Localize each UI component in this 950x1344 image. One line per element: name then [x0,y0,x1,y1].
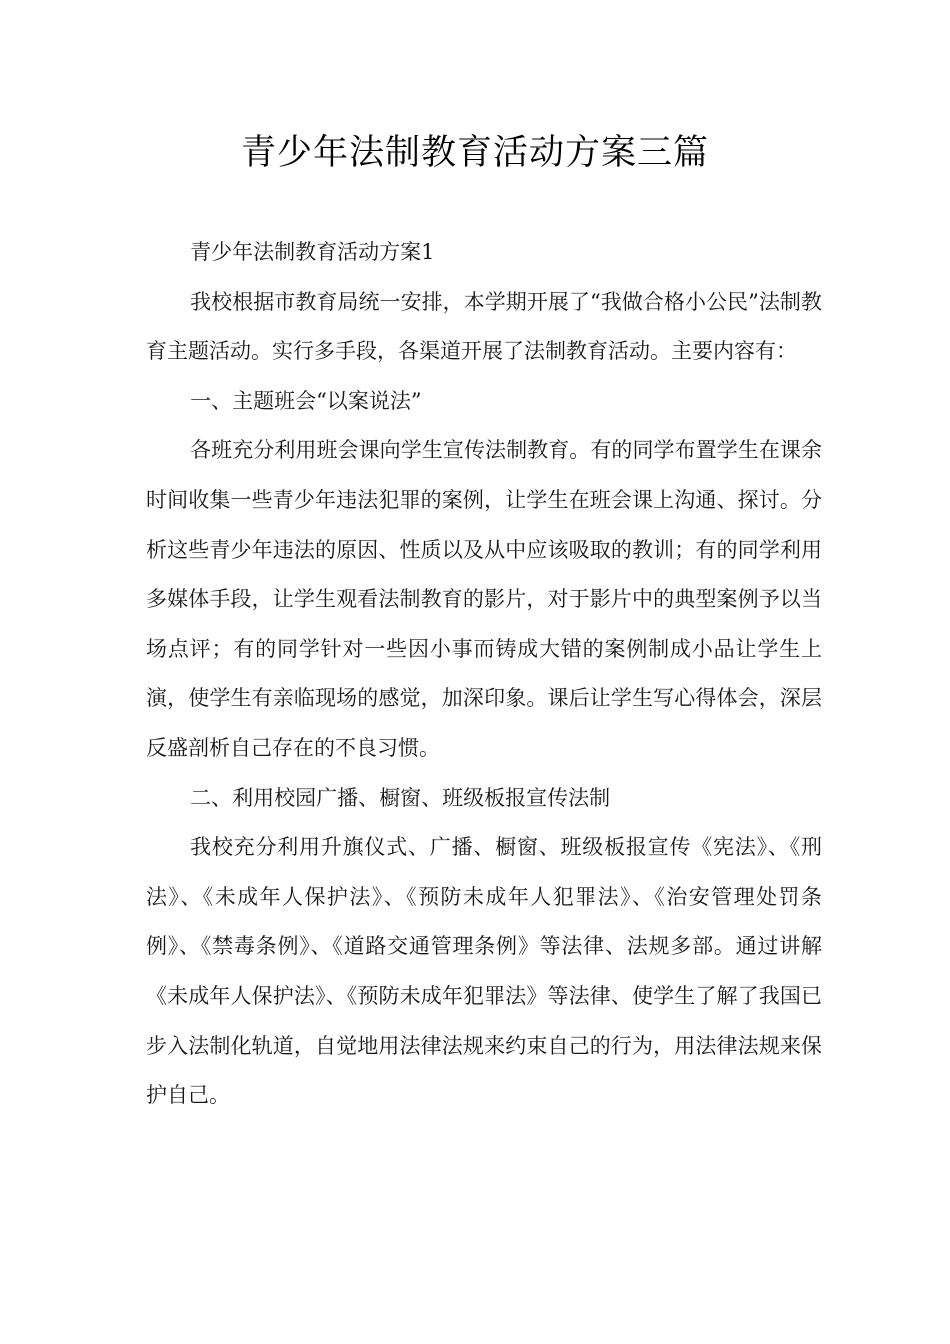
section-1-paragraph: 各班充分利用班会课向学生宣传法制教育。有的同学布置学生在课余时间收集一些青少年违法犯罪的案例，让学生在班会课上沟通、探讨。分析这些青少年违法的原因、性质以及从中应该吸取的教训；有的同学利用多媒体手段，让学生观看法制教育的影片，对于影片中的典型案例予以当场点评；有的同学针对一些因小事而铸成大错的案例制成小品让学生上演，使学生有亲临现场的感觉，加深印象。课后让学生写心得体会，深层反盛剖析自己存在的不良习惯。 [146,438,822,760]
section-heading-1: 一、主题班会“以案说法” [190,388,422,413]
section-heading-2: 二、利用校园广播、橱窗、班级板报宣传法制 [190,785,611,810]
section-2-paragraph: 我校充分利用升旗仪式、广播、橱窗、班级板报宣传《宪法》、《刑法》、《未成年人保护法》、《预防未成年人犯罪法》、《治安管理处罚条例》、《禁毒条例》、《道路交通管理条例》等法律、法规多部。通过讲解《未成年人保护法》、《预防未成年犯罪法》等法律、使学生了解了我国已步入法制化轨道，自觉地用法律法规来约束自己的行为，用法律法规来保护自己。 [146,835,822,1108]
intro-paragraph: 我校根据市教育局统一安排，本学期开展了“我做合格小公民”法制教育主题活动。实行多手段，各渠道开展了法制教育活动。主要内容有： [146,289,822,364]
section-heading: 青少年法制教育活动方案1 [190,240,435,264]
document-title: 青少年法制教育活动方案三篇 [240,133,709,173]
document-body [146,228,822,1121]
